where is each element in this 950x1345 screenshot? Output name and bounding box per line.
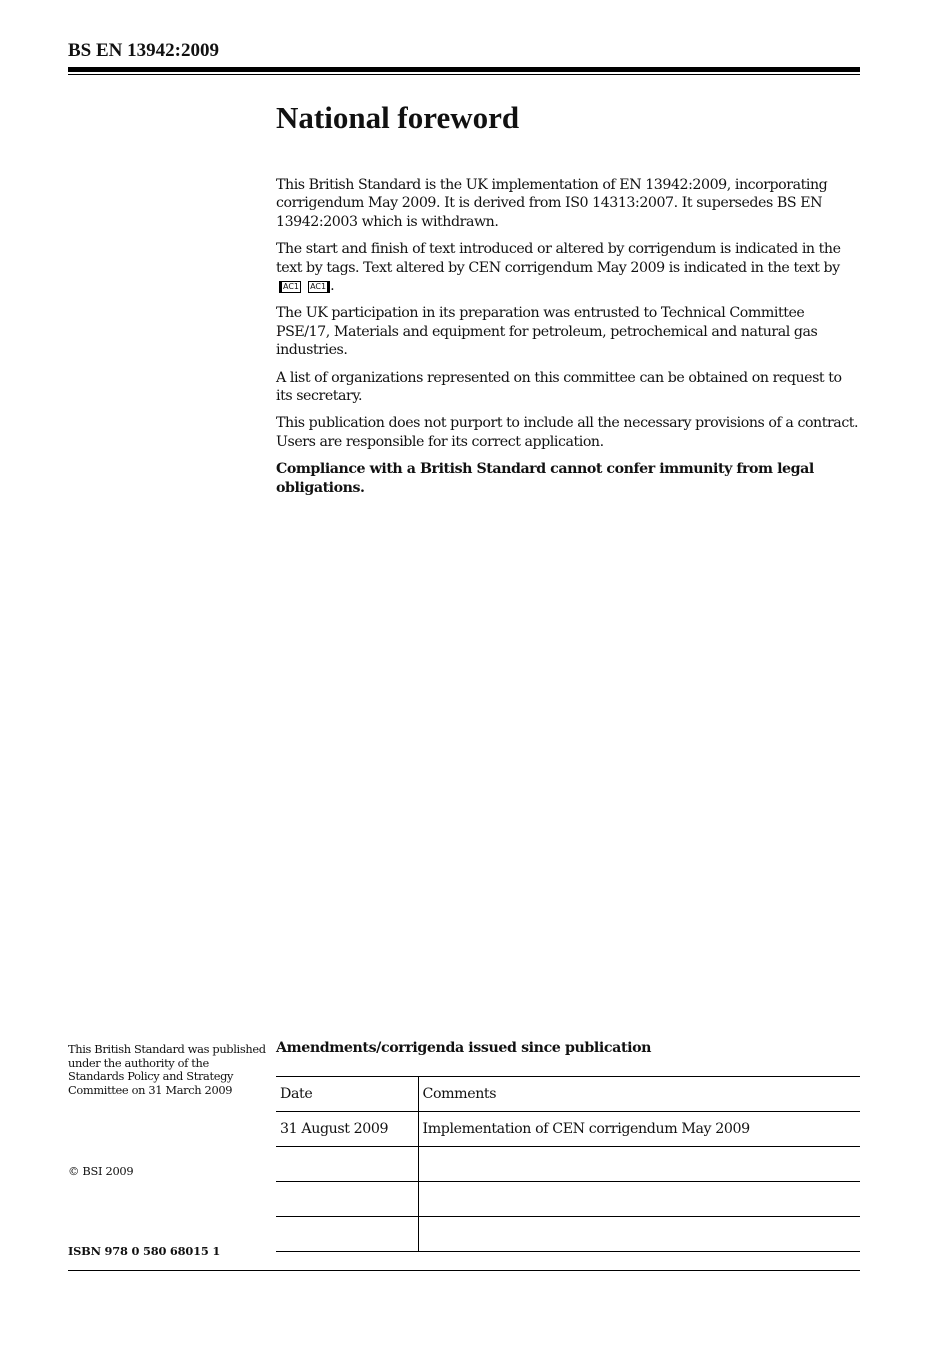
row-comment <box>418 1182 860 1217</box>
row-date: 31 August 2009 <box>276 1112 418 1147</box>
table-row <box>276 1112 860 1147</box>
table-row <box>276 1182 860 1217</box>
column-header-comments: Comments <box>418 1077 860 1112</box>
column-header-date: Date <box>276 1077 418 1112</box>
document-id: BS EN 13942:2009 <box>68 40 219 61</box>
table-header-row <box>276 1077 860 1112</box>
paragraph-corrigendum-text: The start and finish of text introduced or altered by corrigendum is indicated in the text by tags. Text altered by CEN corrigendum May 2009 is indicated in the text by <box>276 241 841 276</box>
ac1-open-tag: AC1 <box>279 281 301 293</box>
table-row <box>276 1217 860 1252</box>
header-rule <box>68 67 860 75</box>
isbn: ISBN 978 0 580 68015 1 <box>68 1244 221 1258</box>
footer-rule <box>68 1270 860 1271</box>
paragraph-organizations: A list of organizations represented on this committee can be obtained on request to its secretary. <box>276 369 842 405</box>
row-date <box>276 1182 418 1217</box>
row-date <box>276 1147 418 1182</box>
foreword-body <box>276 176 860 506</box>
table-row <box>276 1147 860 1182</box>
paragraph-implementation: This British Standard is the UK implementation of EN 13942:2009, incorporating corrigendum May 2009. It is derived from IS0 14313:2007. It supersedes BS EN 13942:2003 which is withdrawn. <box>276 177 828 230</box>
paragraph-corrigendum-tags <box>276 240 860 295</box>
copyright-notice: © BSI 2009 <box>68 1164 134 1178</box>
amendments-table <box>276 1076 860 1252</box>
ac1-close-tag: AC1 <box>308 281 330 293</box>
page-title: National foreword <box>276 100 520 135</box>
paragraph-corrigendum-end: . <box>330 278 335 295</box>
paragraph-provisions: This publication does not purport to include all the necessary provisions of a contract. Users are responsible for its correct application. <box>276 415 859 450</box>
row-comment: Implementation of CEN corrigendum May 2009 <box>418 1112 860 1147</box>
amendments-heading: Amendments/corrigenda issued since publication <box>276 1040 652 1056</box>
row-comment <box>418 1147 860 1182</box>
row-date <box>276 1217 418 1252</box>
row-comment <box>418 1217 860 1252</box>
publication-note: This British Standard was published under the authority of the Standards Policy and Strategy Committee on 31 March 2009 <box>68 1042 266 1097</box>
paragraph-compliance: Compliance with a British Standard cannot confer immunity from legal obligations. <box>276 461 814 496</box>
paragraph-committee: The UK participation in its preparation was entrusted to Technical Committee PSE/17, Materials and equipment for petroleum, petrochemical and natural gas industries. <box>276 305 818 359</box>
